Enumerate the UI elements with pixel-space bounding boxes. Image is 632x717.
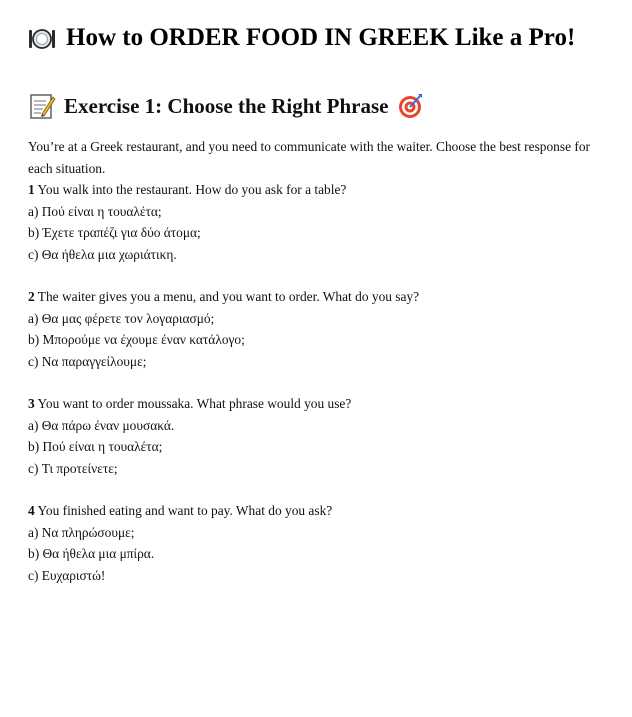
answer-option: b) Μπορούμε να έχουμε έναν κατάλογο; [28,332,245,347]
question-3 [28,393,613,479]
question-prompt [28,286,613,308]
exercise-body [28,136,613,586]
question-prompt [28,393,613,415]
answer-option: c) Τι προτείνετε; [28,460,118,476]
question-prompt [28,179,613,201]
answer-option: b) Θα ήθελα μια μπίρα. [28,546,155,561]
question-text: You want to order moussaka. What phrase would you use? [34,396,352,411]
direct-hit-target-icon [397,93,423,119]
question-2 [28,286,613,372]
question-number: 3 [28,396,35,411]
answer-option: a) Θα μας φέρετε τον λογαριασμό; [28,310,215,326]
page-title-text: How to ORDER FOOD IN GREEK Like a Pro! [66,24,576,51]
answer-option: c) Να παραγγείλουμε; [28,353,147,369]
answer-option: b) Πού είναι η τουαλέτα; [28,439,163,454]
exercise-heading [28,92,423,120]
answer-option: c) Ευχαριστώ! [28,567,106,583]
memo-icon [28,92,56,120]
answer-option: b) Έχετε τραπέζι για δύο άτομα; [28,225,201,240]
question-number: 4 [28,503,35,518]
question-4 [28,500,613,586]
page-title [28,24,575,52]
fork-knife-plate-icon [28,24,56,52]
exercise-intro: You’re at a Greek restaurant, and you need to communicate with the waiter. Choose the best response for each situation. [28,139,590,176]
answer-option: a) Θα πάρω έναν μουσακά. [28,417,175,433]
question-text: The waiter gives you a menu, and you want to order. What do you say? [34,289,420,304]
question-prompt [28,500,613,522]
exercise-heading-text: Exercise 1: Choose the Right Phrase [64,93,389,118]
question-text: You walk into the restaurant. How do you ask for a table? [34,182,347,197]
question-number: 2 [28,289,35,304]
question-number: 1 [28,182,35,197]
answer-option: a) Πού είναι η τουαλέτα; [28,203,162,219]
answer-option: a) Να πληρώσουμε; [28,524,135,540]
answer-option: c) Θα ήθελα μια χωριάτικη. [28,246,177,262]
question-text: You finished eating and want to pay. What do you ask? [34,503,333,518]
question-1 [28,179,613,265]
